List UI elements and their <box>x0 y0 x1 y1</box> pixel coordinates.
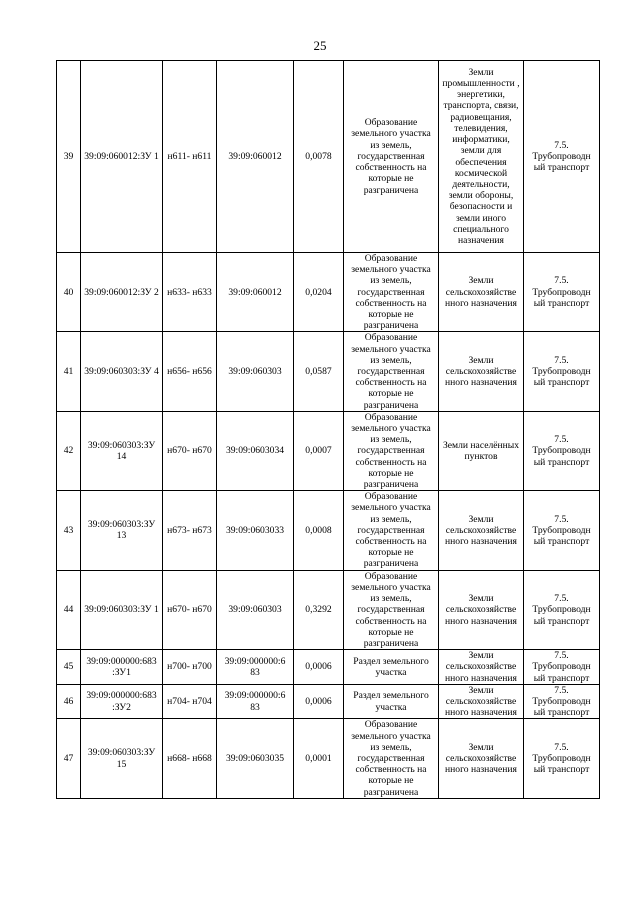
boundary-points-cell: н611- н611 <box>163 61 217 253</box>
land-category-cell: Земли сельскохозяйстве нного назначения <box>439 491 524 570</box>
page-number: 25 <box>313 38 327 53</box>
formation-method-cell: Образование земельного участка из земель, государственная собственность на которые не разграничена <box>344 719 439 798</box>
cadastral-quarter-cell: 39:09:0603035 <box>217 719 294 798</box>
permitted-use-cell: 7.5. Трубопроводн ый транспорт <box>524 719 600 798</box>
area-cell: 0,0006 <box>294 650 344 685</box>
designation-cell: 39:09:060303:ЗУ 14 <box>81 411 163 490</box>
land-category-cell: Земли сельскохозяйстве нного назначения <box>439 253 524 332</box>
table-row <box>57 411 600 490</box>
boundary-points-cell: н673- н673 <box>163 491 217 570</box>
cadastral-quarter-cell: 39:09:060303 <box>217 332 294 411</box>
land-category-cell: Земли сельскохозяйстве нного назначения <box>439 570 524 649</box>
row-number-cell: 40 <box>57 253 81 332</box>
permitted-use-cell: 7.5. Трубопроводн ый транспорт <box>524 253 600 332</box>
formation-method-cell: Раздел земельного участка <box>344 684 439 719</box>
table-row <box>57 650 600 685</box>
permitted-use-cell: 7.5. Трубопроводн ый транспорт <box>524 650 600 685</box>
formation-method-cell: Образование земельного участка из земель, государственная собственность на которые не разграничена <box>344 570 439 649</box>
table-row <box>57 570 600 649</box>
land-category-cell: Земли сельскохозяйстве нного назначения <box>439 332 524 411</box>
area-cell: 0,0587 <box>294 332 344 411</box>
formation-method-cell: Образование земельного участка из земель, государственная собственность на которые не разграничена <box>344 411 439 490</box>
cadastral-quarter-cell: 39:09:060012 <box>217 253 294 332</box>
area-cell: 0,0006 <box>294 684 344 719</box>
designation-cell: 39:09:000000:683 :ЗУ1 <box>81 650 163 685</box>
permitted-use-cell: 7.5. Трубопроводн ый транспорт <box>524 61 600 253</box>
area-cell: 0,0204 <box>294 253 344 332</box>
designation-cell: 39:09:060012:ЗУ 1 <box>81 61 163 253</box>
table-row <box>57 491 600 570</box>
cadastral-quarter-cell: 39:09:0603034 <box>217 411 294 490</box>
permitted-use-cell: 7.5. Трубопроводн ый транспорт <box>524 570 600 649</box>
area-cell: 0,0001 <box>294 719 344 798</box>
row-number-cell: 47 <box>57 719 81 798</box>
land-category-cell: Земли сельскохозяйстве нного назначения <box>439 684 524 719</box>
area-cell: 0,0078 <box>294 61 344 253</box>
area-cell: 0,3292 <box>294 570 344 649</box>
row-number-cell: 46 <box>57 684 81 719</box>
designation-cell: 39:09:060303:ЗУ 1 <box>81 570 163 649</box>
designation-cell: 39:09:060012:ЗУ 2 <box>81 253 163 332</box>
designation-cell: 39:09:060303:ЗУ 15 <box>81 719 163 798</box>
area-cell: 0,0008 <box>294 491 344 570</box>
table-row <box>57 253 600 332</box>
formation-method-cell: Образование земельного участка из земель, государственная собственность на которые не разграничена <box>344 253 439 332</box>
table-row <box>57 332 600 411</box>
row-number-cell: 39 <box>57 61 81 253</box>
permitted-use-cell: 7.5. Трубопроводн ый транспорт <box>524 332 600 411</box>
boundary-points-cell: н704- н704 <box>163 684 217 719</box>
permitted-use-cell: 7.5. Трубопроводн ый транспорт <box>524 684 600 719</box>
row-number-cell: 45 <box>57 650 81 685</box>
boundary-points-cell: н668- н668 <box>163 719 217 798</box>
formation-method-cell: Раздел земельного участка <box>344 650 439 685</box>
area-cell: 0,0007 <box>294 411 344 490</box>
cadastral-quarter-cell: 39:09:000000:6 83 <box>217 650 294 685</box>
table-row <box>57 719 600 798</box>
boundary-points-cell: н656- н656 <box>163 332 217 411</box>
cadastral-quarter-cell: 39:09:060012 <box>217 61 294 253</box>
cadastral-quarter-cell: 39:09:0603033 <box>217 491 294 570</box>
permitted-use-cell: 7.5. Трубопроводн ый транспорт <box>524 411 600 490</box>
formation-method-cell: Образование земельного участка из земель, государственная собственность на которые не разграничена <box>344 332 439 411</box>
row-number-cell: 41 <box>57 332 81 411</box>
land-category-cell: Земли сельскохозяйстве нного назначения <box>439 719 524 798</box>
formation-method-cell: Образование земельного участка из земель, государственная собственность на которые не разграничена <box>344 491 439 570</box>
designation-cell: 39:09:060303:ЗУ 13 <box>81 491 163 570</box>
permitted-use-cell: 7.5. Трубопроводн ый транспорт <box>524 491 600 570</box>
designation-cell: 39:09:000000:683 :ЗУ2 <box>81 684 163 719</box>
designation-cell: 39:09:060303:ЗУ 4 <box>81 332 163 411</box>
table-row <box>57 684 600 719</box>
boundary-points-cell: н700- н700 <box>163 650 217 685</box>
row-number-cell: 44 <box>57 570 81 649</box>
row-number-cell: 42 <box>57 411 81 490</box>
land-category-cell: Земли промышленности , энергетики, транспорта, связи, радиовещания, телевидения, информатики, земли для обеспечения космической деятельности, земли обороны, безопасности и земли иного специального назначения <box>439 61 524 253</box>
row-number-cell: 43 <box>57 491 81 570</box>
land-category-cell: Земли сельскохозяйстве нного назначения <box>439 650 524 685</box>
land-category-cell: Земли населённых пунктов <box>439 411 524 490</box>
cadastral-quarter-cell: 39:09:060303 <box>217 570 294 649</box>
boundary-points-cell: н670- н670 <box>163 411 217 490</box>
table-row <box>57 61 600 253</box>
boundary-points-cell: н670- н670 <box>163 570 217 649</box>
formation-method-cell: Образование земельного участка из земель, государственная собственность на которые не разграничена <box>344 61 439 253</box>
land-plots-table <box>56 60 600 799</box>
cadastral-quarter-cell: 39:09:000000:6 83 <box>217 684 294 719</box>
boundary-points-cell: н633- н633 <box>163 253 217 332</box>
